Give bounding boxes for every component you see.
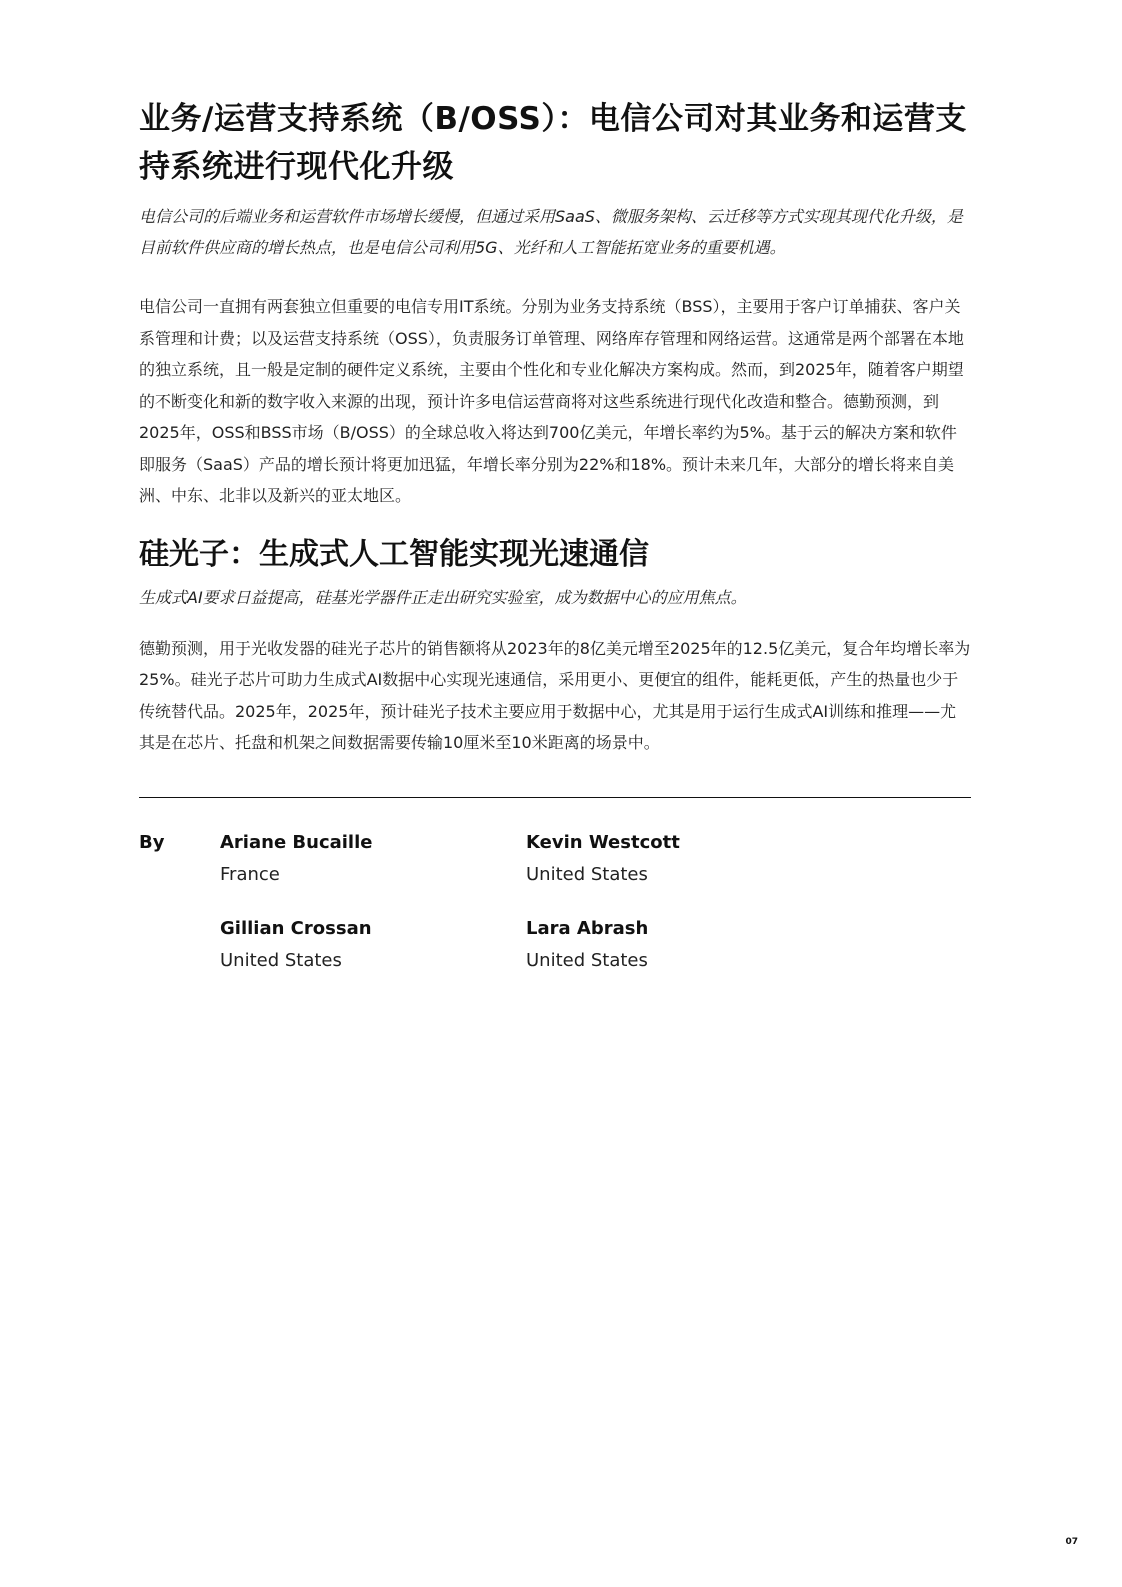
author-name: Ariane Bucaille	[220, 831, 373, 853]
author-name: Kevin Westcott	[526, 831, 680, 853]
author-card	[526, 828, 806, 892]
author-card	[526, 914, 806, 978]
author-card	[220, 828, 500, 892]
section-lead-silicon-photonics: 生成式AI要求日益提高，硅基光学器件正走出研究实验室，成为数据中心的应用焦点。	[139, 587, 747, 607]
author-name: Lara Abrash	[526, 917, 649, 939]
section-title-silicon-photonics: 硅光子：生成式人工智能实现光速通信	[139, 536, 649, 572]
page-content	[139, 95, 971, 988]
byline-label: By	[139, 831, 165, 853]
author-card	[220, 914, 500, 978]
author-location: United States	[220, 949, 342, 971]
author-location: France	[220, 863, 280, 885]
author-location: United States	[526, 949, 648, 971]
divider-line	[139, 797, 971, 798]
section-title-boss: 业务/运营支持系统（B/OSS）：电信公司对其业务和运营支持系统进行现代化升级	[139, 101, 967, 185]
section-body-boss: 电信公司一直拥有两套独立但重要的电信专用IT系统。分别为业务支持系统（BSS），主要用于客户订单捕获、客户关系管理和计费；以及运营支持系统（OSS），负责服务订单管理、网络库存管理和网络运营。这通常是两个部署在本地的独立系统，且一般是定制的硬件定义系统，主要由个性化和专业化解决方案构成。然而，到2025年，随着客户期望的不断变化和新的数字收入来源的出现，预计许多电信运营商将对这些系统进行现代化改造和整合。德勤预测，到2025年，OSS和BSS市场（B/OSS）的全球总收入将达到700亿美元，年增长率约为5%。基于云的解决方案和软件即服务（SaaS）产品的增长预计将更加迅猛，年增长率分别为22%和18%。预计未来几年，大部分的增长将来自美洲、中东、北非以及新兴的亚太地区。	[139, 297, 964, 505]
author-byline	[139, 828, 971, 988]
author-name: Gillian Crossan	[220, 917, 372, 939]
section-lead-boss: 电信公司的后端业务和运营软件市场增长缓慢，但通过采用SaaS、微服务架构、云迁移等方式实现其现代化升级，是目前软件供应商的增长热点，也是电信公司利用5G、光纤和人工智能拓宽业务的重要机遇。	[139, 207, 963, 257]
author-location: United States	[526, 863, 648, 885]
page-number: 07	[1065, 1537, 1078, 1547]
section-body-silicon-photonics: 德勤预测，用于光收发器的硅光子芯片的销售额将从2023年的8亿美元增至2025年的12.5亿美元，复合年均增长率为25%。硅光子芯片可助力生成式AI数据中心实现光速通信，采用更小、更便宜的组件，能耗更低，产生的热量也少于传统替代品。2025年，2025年，预计硅光子技术主要应用于数据中心，尤其是用于运行生成式AI训练和推理——尤其是在芯片、托盘和机架之间数据需要传输10厘米至10米距离的场景中。	[139, 638, 971, 752]
